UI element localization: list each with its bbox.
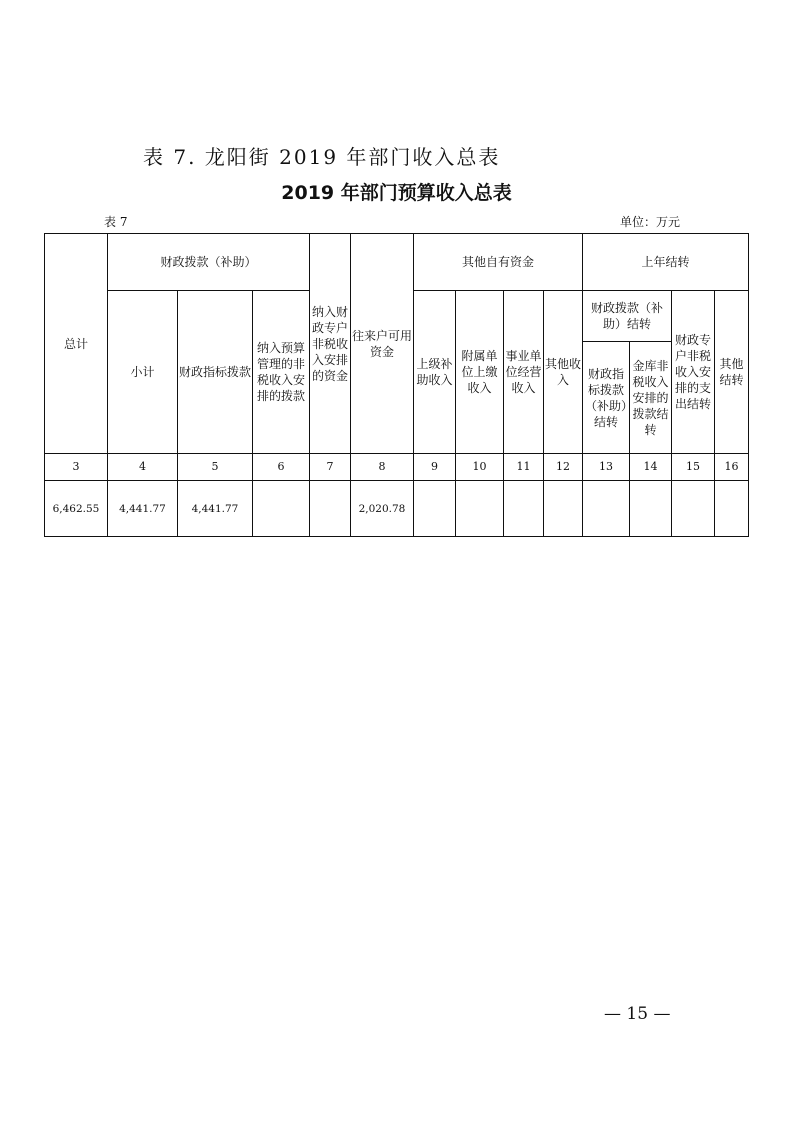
column-number: 3 bbox=[45, 454, 108, 481]
column-number: 8 bbox=[351, 454, 414, 481]
table-title: 2019 年部门预算收入总表 bbox=[281, 182, 512, 204]
header-subtotal: 小计 bbox=[108, 291, 178, 454]
header-fiscal-group: 财政拨款（补助） bbox=[108, 234, 310, 291]
cell-subtotal: 4,441.77 bbox=[108, 481, 178, 537]
column-number: 11 bbox=[504, 454, 544, 481]
header-carryover-group: 上年结转 bbox=[583, 234, 749, 291]
header-treasury-carry: 金库非税收入安排的拨款结转 bbox=[630, 342, 672, 454]
cell-affiliated-remit bbox=[456, 481, 504, 537]
header-special-carry: 财政专户非税收入安排的支出结转 bbox=[672, 291, 715, 454]
cell-transfer-funds: 2,020.78 bbox=[351, 481, 414, 537]
header-operating-income: 事业单位经营收入 bbox=[504, 291, 544, 454]
header-other-own-group: 其他自有资金 bbox=[414, 234, 583, 291]
header-fiscal-indicator-carry: 财政指标拨款（补助）结转 bbox=[583, 342, 630, 454]
page-number: — 15 — bbox=[604, 1004, 671, 1024]
cell-operating-income bbox=[504, 481, 544, 537]
column-number: 4 bbox=[108, 454, 178, 481]
table-number: 表 7 bbox=[104, 215, 128, 229]
column-number: 7 bbox=[310, 454, 351, 481]
header-nontax-budget: 纳入预算管理的非税收入安排的拨款 bbox=[253, 291, 310, 454]
header-fiscal-indicator: 财政指标拨款 bbox=[178, 291, 253, 454]
cell-other-carry bbox=[715, 481, 749, 537]
header-total: 总计 bbox=[45, 234, 108, 454]
cell-nontax-budget bbox=[253, 481, 310, 537]
column-number: 16 bbox=[715, 454, 749, 481]
cell-superior-subsidy bbox=[414, 481, 456, 537]
cell-fiscal-indicator-carry bbox=[583, 481, 630, 537]
cell-nontax-special bbox=[310, 481, 351, 537]
header-affiliated-remit: 附属单位上缴收入 bbox=[456, 291, 504, 454]
document-heading: 表 7. 龙阳街 2019 年部门收入总表 bbox=[143, 145, 501, 169]
cell-other-income bbox=[544, 481, 583, 537]
column-number: 10 bbox=[456, 454, 504, 481]
cell-fiscal-indicator: 4,441.77 bbox=[178, 481, 253, 537]
column-number: 15 bbox=[672, 454, 715, 481]
header-other-carry: 其他结转 bbox=[715, 291, 749, 454]
header-superior-subsidy: 上级补助收入 bbox=[414, 291, 456, 454]
column-number: 9 bbox=[414, 454, 456, 481]
unit-label: 单位：万元 bbox=[620, 215, 681, 229]
column-number: 5 bbox=[178, 454, 253, 481]
header-fiscal-carry-group: 财政拨款（补助）结转 bbox=[583, 291, 672, 342]
cell-treasury-carry bbox=[630, 481, 672, 537]
header-other-income: 其他收入 bbox=[544, 291, 583, 454]
header-transfer-funds: 往来户可用资金 bbox=[351, 234, 414, 454]
column-number: 13 bbox=[583, 454, 630, 481]
budget-income-table bbox=[44, 233, 749, 537]
cell-special-carry bbox=[672, 481, 715, 537]
column-number: 12 bbox=[544, 454, 583, 481]
header-nontax-special: 纳入财政专户非税收入安排的资金 bbox=[310, 234, 351, 454]
column-number: 6 bbox=[253, 454, 310, 481]
cell-total: 6,462.55 bbox=[45, 481, 108, 537]
column-number: 14 bbox=[630, 454, 672, 481]
